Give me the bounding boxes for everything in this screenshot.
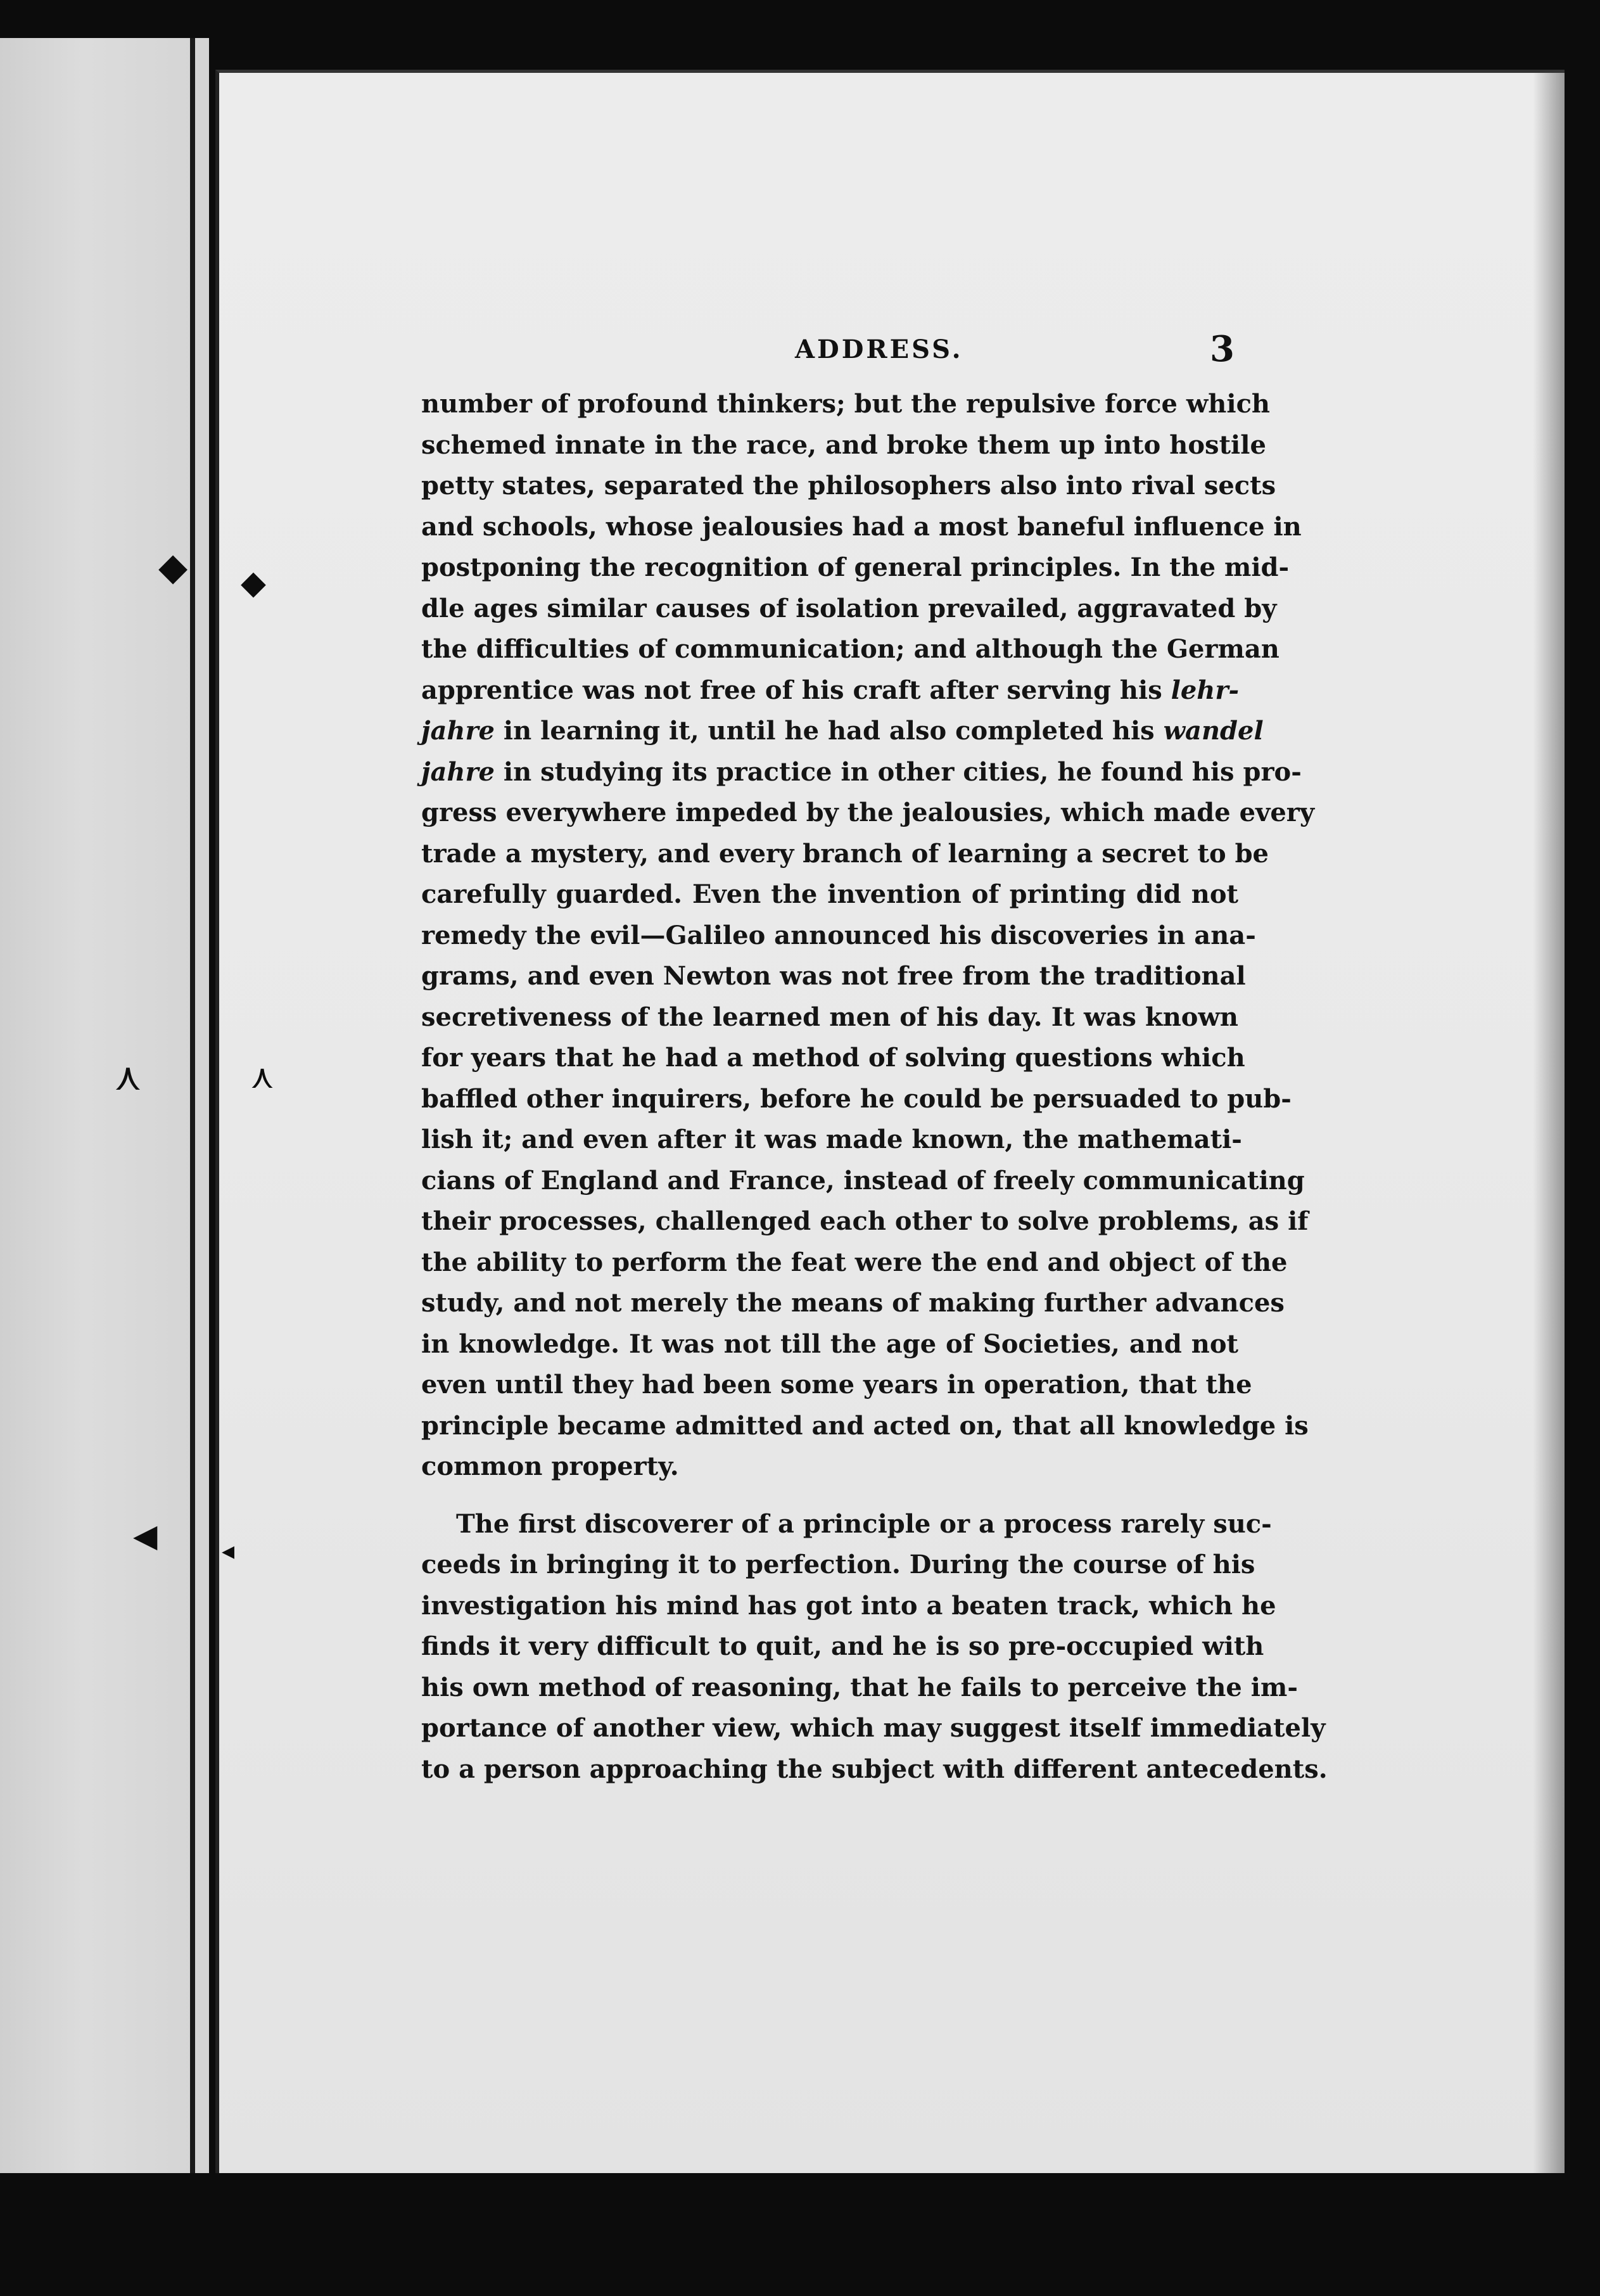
text-line: to a person approaching the subject with different antecedents. bbox=[421, 1754, 1328, 1784]
text-line bbox=[421, 670, 1238, 711]
text-line: number of profound thinkers; but the repulsive force which bbox=[421, 389, 1270, 419]
text-line: carefully guarded. Even the invention of printing did not bbox=[421, 879, 1238, 909]
text-line: the ability to perform the feat were the end and object of the bbox=[421, 1247, 1288, 1277]
text-line: trade a mystery, and every branch of learning a secret to be bbox=[421, 838, 1269, 869]
text-line: cians of England and France, instead of freely communicating bbox=[421, 1165, 1305, 1196]
text-line: gress everywhere impeded by the jealousies, which made every bbox=[421, 798, 1315, 827]
page-gutter-shadow bbox=[190, 38, 195, 2173]
italic-term: jahre bbox=[421, 756, 495, 787]
text-line: schemed innate in the race, and broke them up into hostile bbox=[421, 430, 1266, 460]
text-line: grams, and even Newton was not free from the traditional bbox=[421, 961, 1246, 991]
ink-mark: ⋏ bbox=[114, 1055, 142, 1099]
ink-mark: ◆ bbox=[241, 564, 266, 602]
text-run: in studying its practice in other cities, he found his pro- bbox=[495, 756, 1302, 787]
text-line: lish it; and even after it was made known, the mathemati- bbox=[421, 1125, 1242, 1154]
text-line: dle ages similar causes of isolation prevailed, aggravated by bbox=[421, 593, 1277, 623]
ink-mark: ◂ bbox=[222, 1536, 235, 1566]
text-line: ceeds in bringing it to perfection. During the course of his bbox=[421, 1550, 1255, 1579]
text-line bbox=[421, 752, 1302, 793]
italic-term: lehr- bbox=[1171, 675, 1240, 705]
running-head: ADDRESS. bbox=[795, 335, 963, 364]
text-line: secretiveness of the learned men of his day. It was known bbox=[421, 1002, 1238, 1032]
text-line: for years that he had a method of solving questions which bbox=[421, 1043, 1245, 1073]
text-line: investigation his mind has got into a beaten track, which he bbox=[421, 1590, 1276, 1621]
text-line: remedy the evil—Galileo announced his discoveries in ana- bbox=[421, 920, 1256, 950]
text-line: common property. bbox=[421, 1451, 679, 1481]
text-line: in knowledge. It was not till the age of Societies, and not bbox=[421, 1329, 1238, 1359]
ink-mark: ◀ bbox=[133, 1517, 158, 1554]
text-line: principle became admitted and acted on, that all knowledge is bbox=[421, 1410, 1309, 1441]
text-line: postponing the recognition of general principles. In the mid- bbox=[421, 552, 1290, 582]
text-line: study, and not merely the means of making further advances bbox=[421, 1288, 1285, 1318]
paragraph-break bbox=[421, 1488, 1238, 1504]
page-number: 3 bbox=[1210, 328, 1235, 370]
text-line: baffled other inquirers, before he could be persuaded to pub- bbox=[421, 1083, 1292, 1114]
ink-mark: ◆ bbox=[158, 545, 188, 589]
text-line: his own method of reasoning, that he fails to perceive the im- bbox=[421, 1672, 1298, 1702]
adjacent-page-strip bbox=[0, 38, 209, 2173]
text-line: The first discoverer of a principle or a process rarely suc- bbox=[456, 1508, 1272, 1539]
text-line: and schools, whose jealousies had a most baneful influence in bbox=[421, 511, 1302, 542]
text-line: the difficulties of communication; and although the German bbox=[421, 634, 1279, 664]
body-text bbox=[421, 384, 1328, 1790]
text-run: apprentice was not free of his craft after serving his bbox=[421, 675, 1171, 705]
text-line: finds it very difficult to quit, and he is so pre-occupied with bbox=[421, 1631, 1264, 1661]
text-line: petty states, separated the philosophers also into rival sects bbox=[421, 471, 1276, 501]
italic-term: wandel bbox=[1163, 716, 1264, 746]
text-line: portance of another view, which may suggest itself immediately bbox=[421, 1713, 1326, 1743]
italic-term: jahre bbox=[421, 716, 495, 746]
ink-mark: ⋏ bbox=[250, 1058, 275, 1096]
text-line bbox=[421, 711, 1264, 752]
text-line: their processes, challenged each other to solve problems, as if bbox=[421, 1206, 1309, 1236]
text-line: even until they had been some years in operation, that the bbox=[421, 1370, 1252, 1400]
text-run: in learning it, until he had also completed his bbox=[495, 716, 1164, 746]
